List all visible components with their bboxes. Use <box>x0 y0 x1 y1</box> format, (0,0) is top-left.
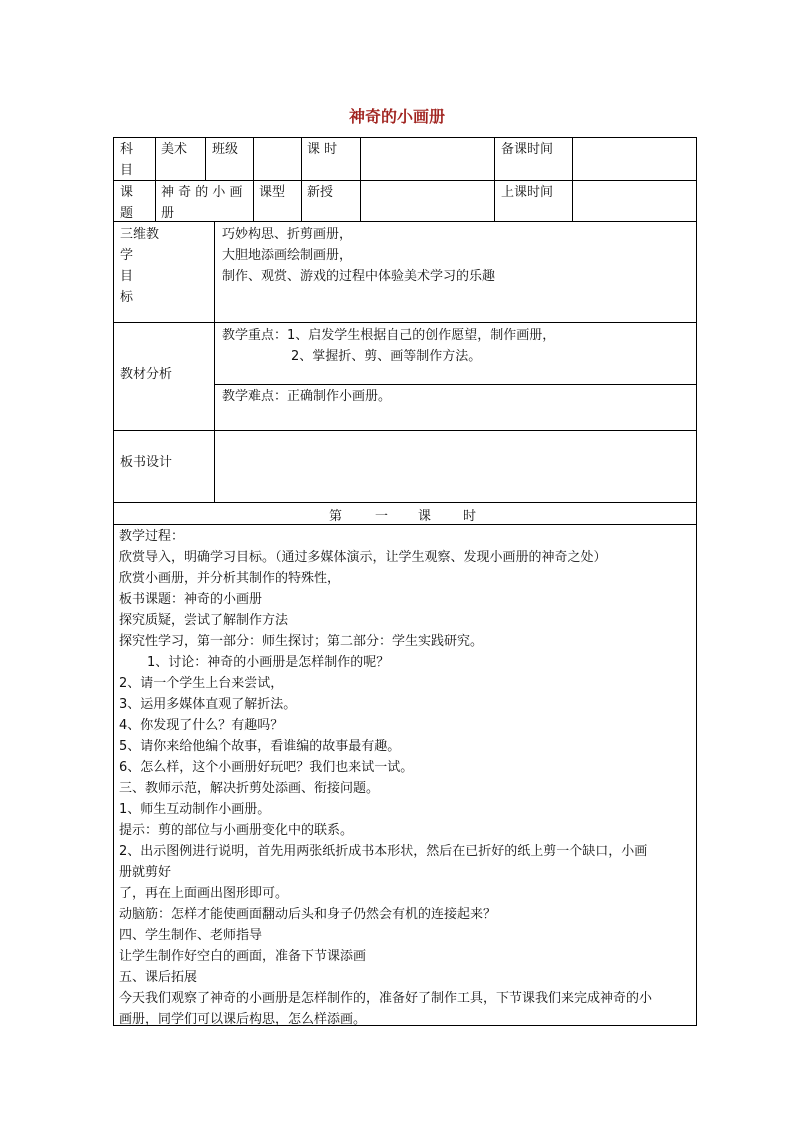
board-label: 板书设计 <box>120 455 173 470</box>
table-border <box>113 180 697 181</box>
period-label: 课 时 <box>307 142 338 157</box>
teaching-process: 教学过程： 欣赏导入，明确学习目标。（通过多媒体演示，让学生观察、发现小画册的神奇之处） 欣赏小画册，并分析其制作的特殊性， 板书课题：神奇的小画册 探究质疑，尝试了解制作方法 探究性学习，第一部分：师生探讨；第二部分：学生实践研究。 1、讨论：神奇的小画册是怎样制作的呢？ 2、请一个学生上台来尝试， 3、运用多媒体直观了解折法。 4、你发现了什么？有趣吗？ 5、请你来给他编个故事，看谁编的故事最有趣。 6、怎么样，这个小画册好玩吧？我们也来试一试。 三、教师示范，解决折剪处添画、衔接问题。 1、师生互动制作小画册。 提示：剪的部位与小画册变化中的联系。 2、出示图例进行说明，首先用两张纸折成书本形状，然后在已折好的纸上剪一个缺口，小画 册就剪好 了，再在上面画出图形即可。 动脑筋：怎样才能使画面翻动后头和身子仍然会有机的连接起来？ 四、学生制作、老师指导 让学生制作好空白的画面，准备下节课添画 五、课后拓展 今天我们观察了神奇的小画册是怎样制作的，准备好了制作工具，下节课我们来完成神奇的小 画册，同学们可以课后构思，怎么样添画。 <box>119 529 653 1027</box>
table-border <box>205 137 206 180</box>
key-points: 教学重点：1、启发学生根据自己的创作愿望，制作画册， 2、掌握折、剪、画等制作方法。 <box>222 328 556 364</box>
table-border <box>253 137 254 222</box>
table-border <box>113 137 114 1026</box>
prep-time-label: 备课时间 <box>501 142 554 157</box>
table-border <box>113 502 697 503</box>
table-border <box>214 221 215 503</box>
analysis-label: 教材分析 <box>120 367 173 382</box>
table-border <box>494 137 495 222</box>
goals-text: 巧妙构思、折剪画册， 大胆地添画绘制画册， 制作、观赏、游戏的过程中体验美术学习的乐趣 <box>222 227 496 284</box>
lesson-heading-char: 时 <box>463 509 477 524</box>
table-border <box>113 524 697 525</box>
topic-value: 神 奇 的 小 画 册 <box>161 185 243 221</box>
lesson-heading-char: 第 <box>329 509 343 524</box>
document-title: 神奇的小画册 <box>348 107 445 126</box>
lesson-heading-char: 一 <box>375 509 389 524</box>
subject-label: 科 目 <box>120 142 134 178</box>
topic-label: 课 题 <box>120 185 134 221</box>
table-border <box>155 137 156 222</box>
type-label: 课型 <box>259 185 286 200</box>
lesson-heading-char: 课 <box>418 509 432 524</box>
table-border <box>113 430 697 431</box>
type-value: 新授 <box>307 185 334 200</box>
difficulty: 教学难点：正确制作小画册。 <box>222 389 392 404</box>
table-border <box>696 137 697 1026</box>
table-border <box>113 322 697 323</box>
subject-value: 美术 <box>161 142 188 157</box>
table-border <box>113 137 697 138</box>
table-border <box>301 137 302 222</box>
table-border <box>214 384 697 385</box>
table-border <box>572 137 573 222</box>
table-border <box>360 137 361 222</box>
class-label: 班级 <box>212 142 239 157</box>
goals-label: 三维教 学 目 标 <box>120 227 160 305</box>
class-time-label: 上课时间 <box>501 185 554 200</box>
